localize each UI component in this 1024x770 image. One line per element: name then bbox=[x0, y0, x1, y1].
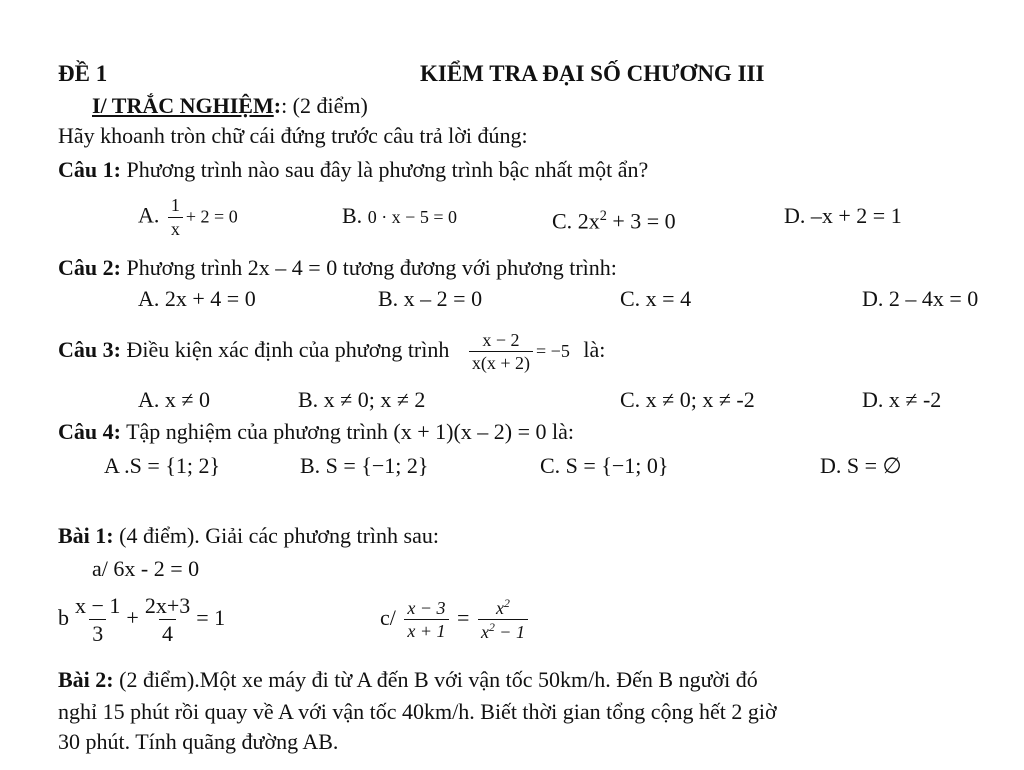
exam-title: KIỂM TRA ĐẠI SỐ CHƯƠNG III bbox=[420, 61, 765, 86]
q3-option-a: A. x ≠ 0 bbox=[138, 387, 210, 412]
part-b-f1-numerator: x − 1 bbox=[75, 593, 121, 619]
q2-option-b: B. x – 2 = 0 bbox=[378, 286, 483, 311]
q1-option-b-label: B. bbox=[342, 203, 363, 228]
q1-option-a-label: A. bbox=[138, 202, 160, 228]
exercise-1-part-a: a/ 6x - 2 = 0 bbox=[92, 556, 200, 581]
part-c-f2-numerator bbox=[493, 598, 513, 620]
exercise-2-text-1: (2 điểm).Một xe máy đi từ A đến B với vận tốc 50km/h. Đến B người đó bbox=[119, 667, 758, 692]
q4-option-d: D. S = ∅ bbox=[820, 453, 902, 478]
q1-option-c bbox=[552, 202, 676, 235]
q4-option-c: C. S = {−1; 0} bbox=[540, 453, 669, 478]
part-b-f1-denominator: 3 bbox=[89, 619, 106, 645]
question-2-label: Câu 2: bbox=[58, 255, 121, 280]
q1-option-c-label: C. bbox=[552, 208, 573, 234]
q1-a-numerator: 1 bbox=[170, 195, 180, 215]
part-c-f2-den-tail: − 1 bbox=[494, 622, 525, 643]
exercise-2-line-1 bbox=[58, 666, 758, 694]
part-c-f2-den-exponent: 2 bbox=[488, 621, 495, 635]
part-c-label: c/ bbox=[380, 605, 396, 630]
q1-option-d-label: D. bbox=[784, 203, 806, 228]
q1-option-b-text: 0 · x − 5 = 0 bbox=[367, 207, 457, 227]
question-4 bbox=[58, 418, 574, 446]
q1-a-denominator: x bbox=[168, 217, 183, 239]
part-c-fraction-1 bbox=[404, 599, 448, 642]
part-c-equals: = bbox=[457, 605, 470, 630]
exercise-1-part-b bbox=[58, 590, 225, 646]
instruction-text: Hãy khoanh tròn chữ cái đứng trước câu trả lời đúng: bbox=[58, 123, 528, 148]
q2-option-d: D. 2 – 4x = 0 bbox=[862, 286, 979, 311]
q1-option-c-tail: + 3 = 0 bbox=[612, 208, 676, 234]
section-heading-label: I/ TRẮC NGHIỆM bbox=[92, 93, 274, 118]
exercise-2-label: Bài 2: bbox=[58, 667, 114, 692]
exam-number: ĐỀ 1 bbox=[58, 61, 108, 86]
q1-option-b bbox=[342, 202, 457, 231]
q1-option-c-exponent: 2 bbox=[599, 208, 607, 224]
q3-fraction-tail: = −5 bbox=[536, 341, 570, 361]
part-c-fraction-2 bbox=[478, 598, 528, 643]
q4-option-b: B. S = {−1; 2} bbox=[300, 453, 429, 478]
section-heading-colon: : bbox=[273, 93, 282, 118]
question-3-label: Câu 3: bbox=[58, 337, 121, 362]
q3-option-b: B. x ≠ 0; x ≠ 2 bbox=[298, 387, 426, 412]
part-c-f1-denominator: x + 1 bbox=[404, 619, 448, 641]
part-b-label: b bbox=[58, 605, 69, 630]
q2-option-c: C. x = 4 bbox=[620, 286, 692, 311]
exercise-2-line-2: nghỉ 15 phút rồi quay về A với vận tốc 40km/h. Biết thời gian tổng cộng hết 2 giờ bbox=[58, 699, 777, 724]
part-c-f2-num-base: x bbox=[496, 597, 505, 618]
q1-option-d bbox=[784, 202, 902, 230]
question-2-text: Phương trình 2x – 4 = 0 tương đương với phương trình: bbox=[126, 255, 617, 280]
q3-numerator: x − 2 bbox=[482, 329, 520, 350]
q1-option-c-base: 2x bbox=[577, 208, 600, 234]
question-4-text: Tập nghiệm của phương trình (x + 1)(x – 2) = 0 là: bbox=[126, 419, 575, 444]
exercise-1-part-c bbox=[380, 590, 531, 646]
q3-fraction bbox=[469, 331, 533, 374]
exercise-1 bbox=[58, 522, 439, 550]
q3-tail: là: bbox=[583, 337, 606, 362]
part-b-f2-denominator: 4 bbox=[159, 619, 176, 645]
part-b-tail: = 1 bbox=[196, 605, 226, 630]
question-4-label: Câu 4: bbox=[58, 419, 121, 444]
q1-option-a-fraction bbox=[168, 196, 183, 239]
q4-option-a: A .S = {1; 2} bbox=[104, 453, 221, 478]
part-c-f2-denominator bbox=[478, 619, 528, 642]
part-b-f2-numerator: 2x+3 bbox=[144, 593, 191, 619]
q3-denominator: x(x + 2) bbox=[469, 351, 533, 373]
question-2 bbox=[58, 254, 617, 282]
question-1-label: Câu 1: bbox=[58, 157, 121, 182]
q3-option-d: D. x ≠ -2 bbox=[862, 387, 942, 412]
section-heading-points: : (2 điểm) bbox=[281, 93, 368, 118]
q3-option-c: C. x ≠ 0; x ≠ -2 bbox=[620, 387, 755, 412]
question-3 bbox=[58, 324, 605, 377]
exercise-1-label: Bài 1: bbox=[58, 523, 114, 548]
section-heading bbox=[92, 92, 368, 120]
exercise-2-line-3: 30 phút. Tính quãng đường AB. bbox=[58, 729, 339, 754]
q2-option-a: A. 2x + 4 = 0 bbox=[138, 286, 256, 311]
part-c-f1-numerator: x − 3 bbox=[407, 597, 446, 618]
part-c-f2-den-base: x bbox=[480, 622, 489, 643]
question-1-text: Phương trình nào sau đây là phương trình bậc nhất một ẩn? bbox=[126, 157, 649, 182]
q1-option-a bbox=[138, 196, 238, 239]
q1-option-d-text: –x + 2 = 1 bbox=[810, 203, 902, 228]
part-b-fraction-1 bbox=[72, 594, 123, 645]
exercise-1-text: (4 điểm). Giải các phương trình sau: bbox=[119, 523, 439, 548]
q1-a-tail: + 2 = 0 bbox=[185, 206, 238, 227]
question-1 bbox=[58, 156, 648, 184]
part-b-fraction-2 bbox=[142, 594, 193, 645]
part-c-f2-num-exponent: 2 bbox=[504, 596, 510, 610]
question-3-text: Điều kiện xác định của phương trình bbox=[126, 337, 450, 362]
part-b-plus: + bbox=[126, 605, 139, 630]
